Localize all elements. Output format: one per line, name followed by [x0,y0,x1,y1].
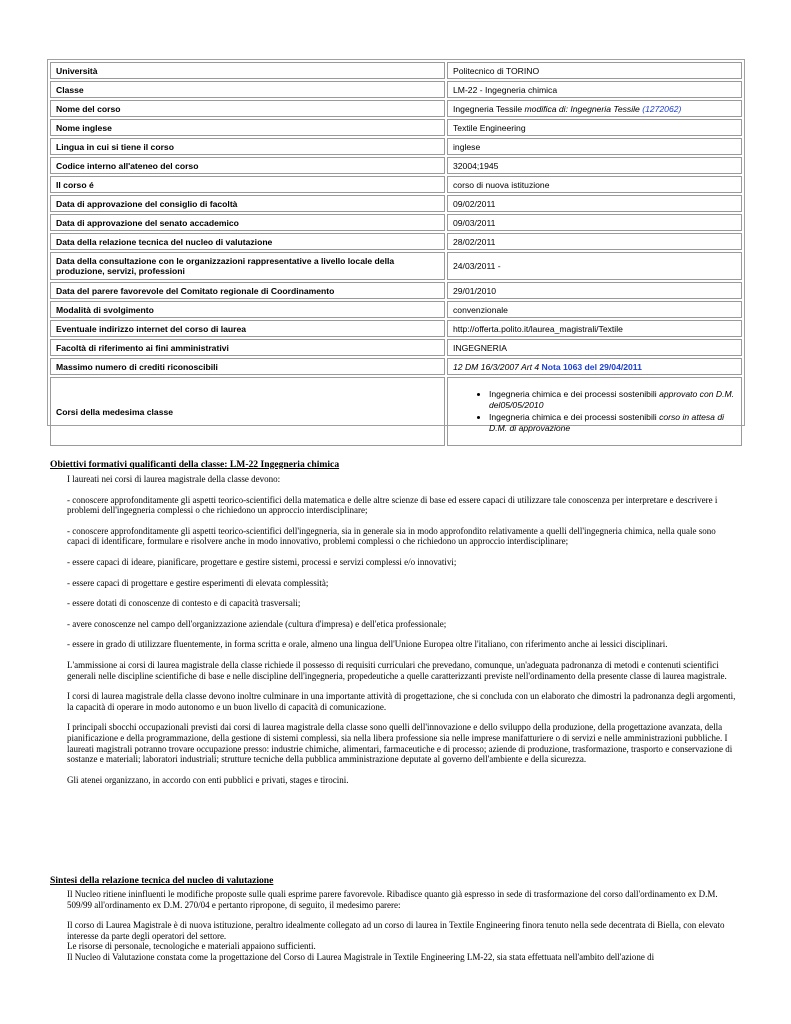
row-label: Il corso é [50,176,445,193]
table-row [50,119,742,136]
row-label: Data della relazione tecnica del nucleo di valutazione [50,233,445,250]
table-row [50,214,742,231]
row-label: Data della consultazione con le organizzazioni rappresentative a livello locale della produzione, servizi, professioni [50,252,445,280]
row-value [447,100,742,117]
row-value: Textile Engineering [447,119,742,136]
sintesi-body [67,889,737,963]
row-value: INGEGNERIA [447,339,742,356]
paragraph: Il Nucleo ritiene ininfluenti le modifiche proposte sulle quali esprime parere favorevole. Ribadisce quanto già espresso in sede di trasformazione del corso dall'ordinamento ex D.M. 509/99 all'ordinamento ex D.M. 270/04 e pertanto ripropone, di seguito, il medesimo parere: [67,889,718,910]
paragraph: I principali sbocchi occupazionali previsti dai corsi di laurea magistrale della classe sono quelli dell'innovazione e dello sviluppo della produzione, della progettazione avanzata, della pianificazione e della programmazione, della gestione di sistemi complessi, sia nella libera professione sia nelle imprese manifatturiere o di servizi e nelle amministrazioni pubbliche. I laureati magistrali potranno trovare occupazione presso: industrie chimiche, alimentari, farmaceutiche e di processo; aziende di produzione, trasformazione, trasporto e conservazione di sostanze e materiali; laboratori industriali; strutture tecniche della pubblica amministrazione deputate al governo dell'ambiente e della sicurezza. [67,722,733,765]
paragraph: I corsi di laurea magistrale della classe devono inoltre culminare in una importante attività di progettazione, che si concluda con un elaborato che dimostri la padronanza degli argomenti, la capacità di operare in modo autonomo e un buon livello di capacità di comunicazione. [67,691,736,712]
row-value: 28/02/2011 [447,233,742,250]
sintesi-lines [67,920,737,962]
row-label: Corsi della medesima classe [50,377,445,446]
table-row [50,377,742,446]
row-value: corso di nuova istituzione [447,176,742,193]
table-row [50,81,742,98]
course-code-link[interactable]: (1272062) [642,103,682,114]
row-value: LM-22 - Ingegneria chimica [447,81,742,98]
row-label: Codice interno all'ateneo del corso [50,157,445,174]
table-row [50,195,742,212]
row-label: Data di approvazione del consiglio di facoltà [50,195,445,212]
course-name: Ingegneria Tessile [453,103,523,114]
table-row [50,339,742,356]
table-row [50,233,742,250]
paragraph: - conoscere approfonditamente gli aspetti teorico-scientifici dell'ingegneria, sia in generale sia in modo approfondito relativamente a quelli dell'ingegneria chimica, nella quale sono capaci di identificare, formulare e risolvere anche in modo innovativo, problemi complessi o che richiedono un approccio interdisciplinare; [67,525,716,547]
row-value: inglese [447,138,742,155]
row-value: http://offerta.polito.it/laurea_magistrali/Textile [447,320,742,337]
row-label: Università [50,62,445,79]
row-label: Nome del corso [50,100,445,117]
table-row [50,358,742,375]
row-label: Data di approvazione del senato accademico [50,214,445,231]
table-row [50,62,742,79]
row-value: 09/03/2011 [447,214,742,231]
paragraph: Il Nucleo di Valutazione constata come la progettazione del Corso di Laurea Magistrale in Textile Engineering LM-22, sia stata effettuata nell'ambito dell'azione di [67,951,655,962]
paragraph: - essere capaci di ideare, pianificare, progettare e gestire sistemi, processi e servizi complessi e/o innovativi; [67,556,457,567]
course-name: Ingegneria chimica e dei processi sostenibili [489,388,657,399]
obiettivi-title: Obiettivi formativi qualificanti della classe: LM-22 Ingegneria chimica [50,459,340,470]
table-row [50,282,742,299]
credits-reference: 12 DM 16/3/2007 Art 4 [453,361,540,372]
course-modification-note: modifica di: Ingegneria Tessile [524,103,640,114]
obiettivi-body [67,474,737,795]
row-value: 29/01/2010 [447,282,742,299]
row-label: Eventuale indirizzo internet del corso di laurea [50,320,445,337]
paragraph: - essere in grado di utilizzare fluentemente, in forma scritta e orale, almeno una lingua dell'Unione Europea oltre l'italiano, con riferimento anche ai lessici disciplinari. [67,639,668,650]
row-value [447,377,742,446]
row-label: Modalità di svolgimento [50,301,445,318]
table-row [50,100,742,117]
paragraph: I laureati nei corsi di laurea magistrale della classe devono: [67,474,281,484]
table-row [50,157,742,174]
list-item [489,389,736,412]
row-label: Classe [50,81,445,98]
row-value: Politecnico di TORINO [447,62,742,79]
row-value: 32004;1945 [447,157,742,174]
row-label: Massimo numero di crediti riconoscibili [50,358,445,375]
row-label: Facoltà di riferimento ai fini amministrativi [50,339,445,356]
course-status: approvato con D.M. del05/05/2010 [489,388,735,410]
courses-list [453,389,736,435]
course-status: corso in attesa di D.M. di approvazione [489,411,725,433]
course-name: Ingegneria chimica e dei processi sostenibili [489,411,657,422]
paragraph: - avere conoscenze nel campo dell'organizzazione aziendale (cultura d'impresa) e dell'etica professionale; [67,618,447,629]
row-value [447,358,742,375]
table-row [50,301,742,318]
paragraph: Gli atenei organizzano, in accordo con enti pubblici e privati, stages e tirocini. [67,774,349,785]
row-label: Lingua in cui si tiene il corso [50,138,445,155]
paragraph: - essere capaci di progettare e gestire esperimenti di elevata complessità; [67,577,329,588]
course-info-table [47,59,745,433]
paragraph: L'ammissione ai corsi di laurea magistrale della classe richiede il possesso di requisiti curriculari che prevedano, comunque, un'adeguata padronanza di metodi e contenuti scientifici generali nelle discipline scientifiche di base e nelle discipline dell'ingegneria, propedeutiche a quelle caratterizzanti previste nell'ordinamento della presente classe di laurea magistrale. [67,659,727,681]
list-item [489,412,736,435]
row-label: Data del parere favorevole del Comitato regionale di Coordinamento [50,282,445,299]
paragraph: Il corso di Laurea Magistrale è di nuova istituzione, peraltro idealmente collegato ad un corso di laurea in Textile Engineering finora tenuto nella sede decentrata di Biella, con elevato interesse da parte degli operatori del settore. [67,920,725,941]
paragraph: - conoscere approfonditamente gli aspetti teorico-scientifici della matematica e delle altre scienze di base ed essere capaci di utilizzare tale conoscenza per interpretare e descrivere i problemi dell'ingegneria complessi o che richiedono un approccio interdisciplinare; [67,494,718,516]
paragraph: Le risorse di personale, tecnologiche e materiali appaiono sufficienti. [67,941,316,952]
row-value: convenzionale [447,301,742,318]
table-row [50,138,742,155]
table-row [50,176,742,193]
paragraph: - essere dotati di conoscenze di contesto e di capacità trasversali; [67,598,301,609]
table-row [50,320,742,337]
table-row [50,252,742,280]
row-value: 24/03/2011 - [447,252,742,280]
nota-link[interactable]: Nota 1063 del 29/04/2011 [541,361,642,372]
row-value: 09/02/2011 [447,195,742,212]
info-table [48,60,744,448]
row-label: Nome inglese [50,119,445,136]
sintesi-title: Sintesi della relazione tecnica del nucleo di valutazione [50,875,274,886]
